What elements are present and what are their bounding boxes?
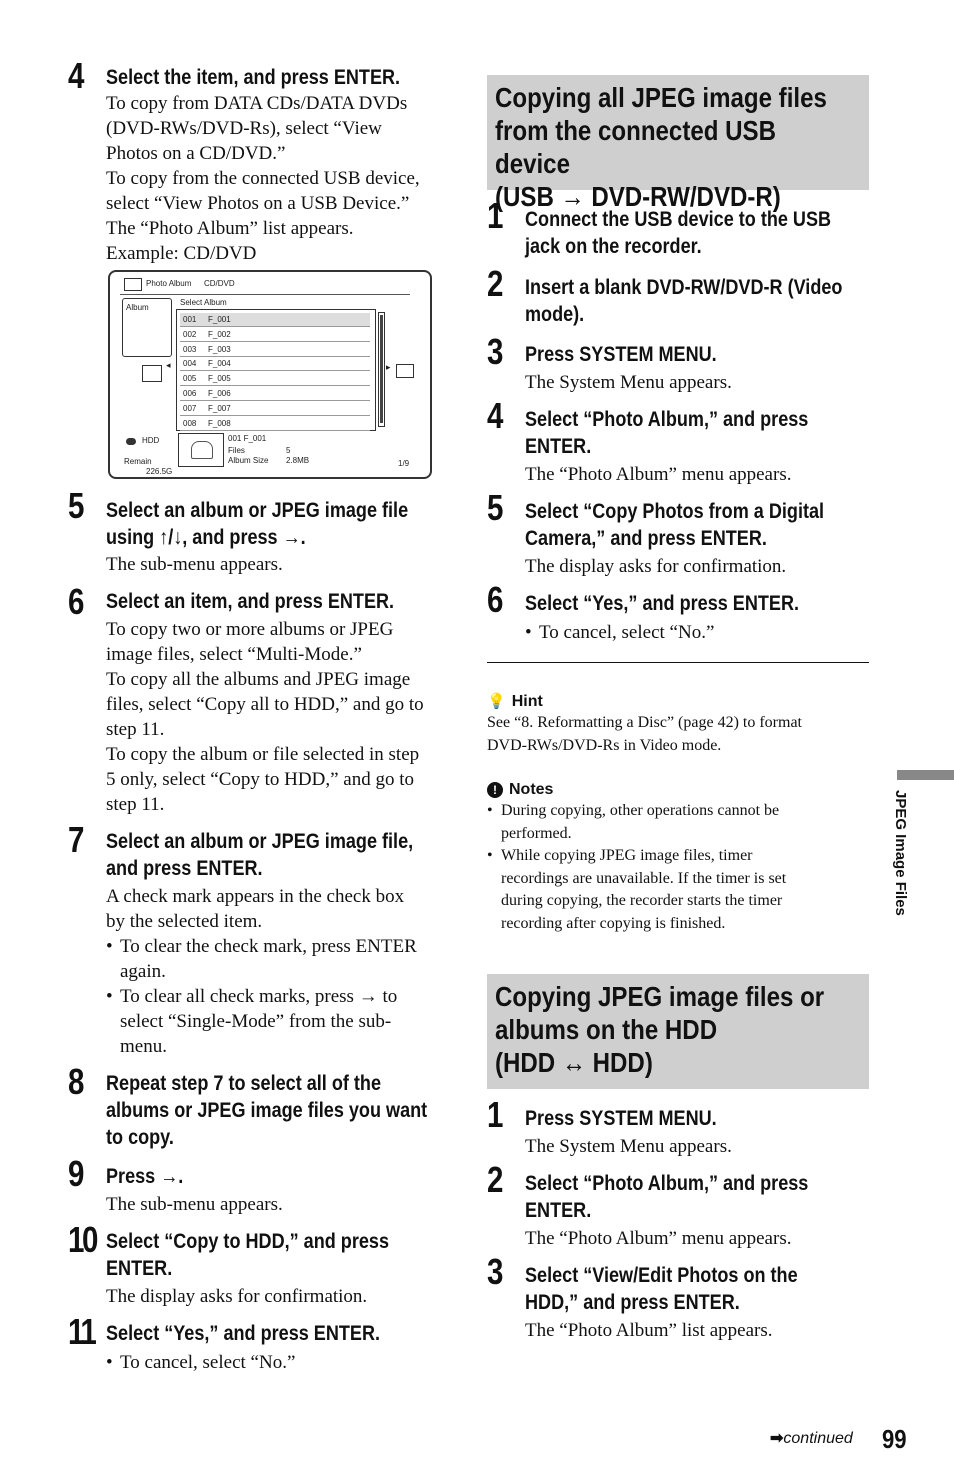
step-number: 4: [487, 395, 503, 436]
step-number: 6: [68, 581, 84, 622]
notes-box: [487, 781, 869, 935]
album-row[interactable]: 006 F_006: [180, 387, 370, 401]
photo-album-icon: [124, 278, 142, 291]
step-heading: Select “Photo Album,” and press ENTER.: [525, 408, 809, 458]
album-row[interactable]: 001 F_001: [180, 313, 370, 327]
step-text: • To cancel, select “No.”: [525, 620, 869, 645]
step-heading: Select “Copy Photos from a Digital Camera,” and press ENTER.: [525, 500, 825, 550]
page-number: 99: [882, 1424, 907, 1454]
album-row[interactable]: 002 F_002: [180, 328, 370, 342]
step-heading: Select an album or JPEG image file using ↑/↓, and press →.: [106, 499, 409, 549]
step-text: The System Menu appears.: [525, 1136, 732, 1157]
files-value: 5: [286, 446, 291, 455]
album-row[interactable]: 005 F_005: [180, 372, 370, 386]
remain-value: 226.5G: [146, 467, 173, 476]
notes-icon: !: [487, 782, 503, 798]
side-tab-marker: [897, 770, 954, 780]
step-number: 10: [68, 1219, 96, 1260]
step-text: A check mark appears in the check box by the selected item. • To clear the check mark, press ENTER again. • To clear all check marks, press → to select “Single-Mode” from the sub- menu.: [106, 884, 458, 1059]
side-tab-label: JPEG Image Files: [892, 790, 909, 916]
step-heading: Select “Yes,” and press ENTER.: [106, 1322, 381, 1345]
step-number: 5: [68, 485, 84, 526]
album-list: [176, 309, 376, 431]
selected-name: 001 F_001: [228, 434, 267, 443]
remain-label: Remain: [124, 457, 152, 466]
files-label: Files: [228, 446, 245, 455]
step-heading: Repeat step 7 to select all of the albums or JPEG image files you want to copy.: [106, 1072, 428, 1149]
step-text: The “Photo Album” list appears.: [525, 1320, 773, 1341]
step-number: 2: [487, 1159, 503, 1200]
size-label: Album Size: [228, 456, 269, 465]
step-number: 7: [68, 819, 84, 860]
step-text: The sub-menu appears.: [106, 554, 283, 575]
section-title: Copying all JPEG image files from the connected USB device (USB → DVD-RW/DVD-R): [495, 82, 827, 212]
section-banner: [487, 974, 869, 1089]
step-text: To copy from DATA CDs/DATA DVDs (DVD-RWs/DVD-Rs), select “View Photos on a CD/DVD.” To copy from the connected USB device, select “View Photos on a USB Device.” The “Photo Album” list appears. Example: CD/DVD: [106, 93, 420, 264]
album-row[interactable]: 007 F_007: [180, 402, 370, 416]
step-heading: Insert a blank DVD-RW/DVD-R (Video mode).: [525, 276, 843, 326]
step-number: 9: [68, 1153, 84, 1194]
step-heading: Select “Copy to HDD,” and press ENTER.: [106, 1230, 390, 1280]
step-heading: Select the item, and press ENTER.: [106, 66, 401, 89]
size-value: 2.8MB: [286, 456, 310, 465]
hdd-label: HDD: [142, 436, 160, 445]
step-number: 6: [487, 579, 503, 620]
step-text: The “Photo Album” menu appears.: [525, 464, 792, 485]
thumbnail: [178, 433, 224, 467]
step-heading: Select “Yes,” and press ENTER.: [525, 592, 800, 615]
hdd-icon: [126, 438, 136, 445]
arrow-right-icon: ➡: [770, 1430, 784, 1447]
hint-label: Hint: [511, 693, 543, 710]
arrow-right-icon: ▸: [386, 362, 391, 372]
step-number: 3: [487, 331, 503, 372]
step-text: The sub-menu appears.: [106, 1194, 283, 1215]
grid-icon: [142, 365, 162, 382]
notes-text: • During copying, other operations cannot be performed. • While copying JPEG image files, timer recordings are unavailable. If the timer is set during copying, the recorder starts the timer recording after copying is finished.: [487, 800, 869, 935]
step-heading: Press SYSTEM MENU.: [525, 343, 717, 366]
step-heading: Press →.: [106, 1165, 184, 1188]
step-text: To copy two or more albums or JPEG image files, select “Multi-Mode.” To copy all the albums and JPEG image files, select “Copy all to HDD,” and go to step 11. To copy the album or file selected in step 5 only, select “Copy to HDD,” and go to step 11.: [106, 619, 424, 815]
step-number: 1: [487, 1094, 503, 1135]
step-number: 3: [487, 1251, 503, 1292]
arrow-left-icon: ◂: [166, 360, 171, 370]
step-number: 1: [487, 195, 503, 236]
step-text: • To cancel, select “No.”: [106, 1350, 458, 1375]
step-number: 5: [487, 487, 503, 528]
step-heading: Select an album or JPEG image file, and press ENTER.: [106, 830, 414, 880]
album-row[interactable]: 008 F_008: [180, 417, 370, 431]
section-banner: [487, 75, 869, 212]
continued-note: ➡continued: [770, 1430, 853, 1447]
step-number: 2: [487, 263, 503, 304]
album-box: Album: [122, 298, 172, 357]
step-number: 4: [68, 55, 84, 96]
photo-album-screen: [108, 270, 432, 479]
scrollbar[interactable]: [378, 312, 385, 427]
notes-label: Notes: [509, 781, 554, 798]
page-indicator: 1/9: [398, 459, 410, 468]
step-heading: Connect the USB device to the USB jack on the recorder.: [525, 208, 832, 258]
step-text: The display asks for confirmation.: [525, 556, 787, 577]
hint-text: See “8. Reformatting a Disc” (page 42) to format DVD-RWs/DVD-Rs in Video mode.: [487, 714, 802, 754]
step-number: 11: [68, 1311, 95, 1352]
step-heading: Select an item, and press ENTER.: [106, 590, 395, 613]
step-heading: Select “Photo Album,” and press ENTER.: [525, 1172, 809, 1222]
window-icon: [396, 364, 414, 378]
step-number: 8: [68, 1061, 84, 1102]
step-text: The System Menu appears.: [525, 372, 732, 393]
step-heading: Press SYSTEM MENU.: [525, 1107, 717, 1130]
step-text: The display asks for confirmation.: [106, 1286, 368, 1307]
divider: [487, 662, 869, 663]
lightbulb-icon: 💡: [487, 692, 506, 710]
step-heading: Select “View/Edit Photos on the HDD,” and press ENTER.: [525, 1264, 798, 1314]
divider: [120, 294, 410, 295]
select-album-label: Select Album: [180, 298, 227, 307]
screen-title: Photo Album: [146, 279, 192, 288]
hint-box: [487, 692, 869, 757]
album-row[interactable]: 003 F_003: [180, 343, 370, 357]
step-text: The “Photo Album” menu appears.: [525, 1228, 792, 1249]
screen-mode: CD/DVD: [204, 279, 235, 288]
section-title: Copying JPEG image files or albums on the HDD (HDD ↔ HDD): [495, 981, 825, 1078]
album-row[interactable]: 004 F_004: [180, 357, 370, 371]
